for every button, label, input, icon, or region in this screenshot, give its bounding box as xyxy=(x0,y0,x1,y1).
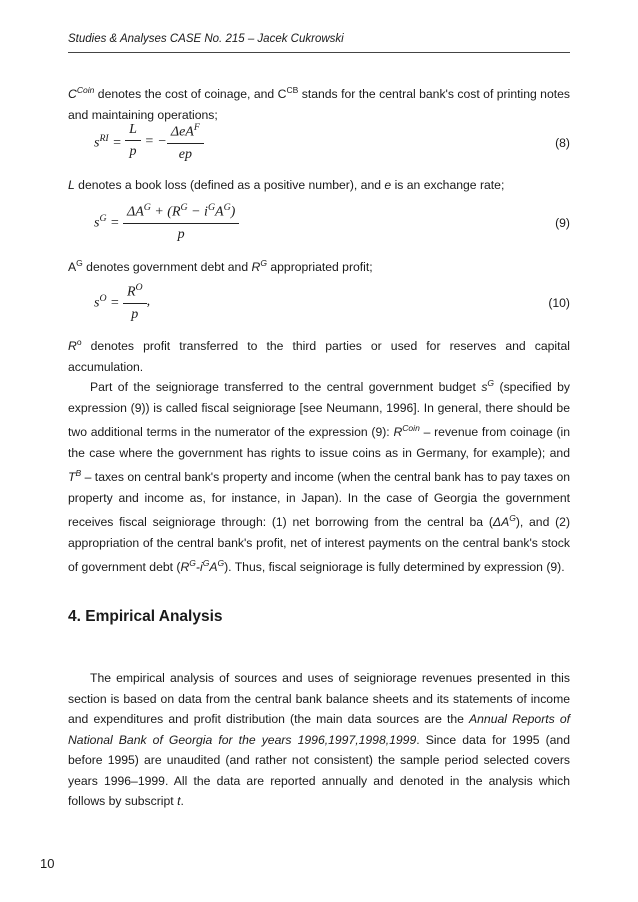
paragraph-profit-transferred: $R^o$ denotes profit transferred to the third parties or used for reserves and capital accumulation. xyxy=(68,337,570,374)
header-rule xyxy=(68,52,570,53)
equation-10: $s^O$ = $\frac{R^O}{p}$ , (10) xyxy=(68,278,570,326)
section-heading: 4. Empirical Analysis xyxy=(68,608,223,625)
paragraph-government-debt: $A^G$ denotes government debt and $R^G$ appropriated profit; xyxy=(68,258,373,275)
paragraph-coinage: $C^{Coin}$ denotes the cost of coinage, and $C^{CB}$ stands for the central bank's cost of printing notes and maintaining operations; xyxy=(68,85,570,122)
page-number: 10 xyxy=(40,856,55,871)
equation-9: $s^G$ = $\frac{\Delta A^G + (R^G - i^GA^G)}{p}$ (9) xyxy=(68,198,570,246)
paragraph-fiscal-seigniorage: Part of the seigniorage transferred to the central government budget $s^G$ (specified by expression (9)) is called fiscal seigniorage [see Neumann, 1996]. In general, there should be two additional terms in the numerator of the expression (9): $R^{Coin}$ – revenue from coinage (in the case where the government has rights to issue coins as in Germany, for example); and $T^B$ – taxes on central bank's property and income (when the central bank has to pay taxes on property and income as, for instance, in Japan). In the case of Georgia the government receives fiscal seigniorage through: (1) net borrowing from the central ba $(\Delta A^G)$, and (2) appropriation of the central bank's profit, net of interest payments on the central bank's stock of government debt $(R^G-i^GA^G)$. Thus, fiscal seigniorage is fully determined by expression (9). xyxy=(68,378,571,575)
paragraph-book-loss: L denotes a book loss (defined as a positive number), and e is an exchange rate; xyxy=(68,178,505,192)
equation-8: $s^{RI}$ = $\frac{L}{p}$ = − $\frac{\Delta eA^F}{ep}$ (8) xyxy=(68,118,570,164)
paragraph-empirical-analysis: The empirical analysis of sources and uses of seigniorage revenues presented in this section is based on data from the central bank balance sheets and its statements of income and expenditures and profit distribution (the main data sources are the Annual Reports of National Bank of Georgia for the years 1996,1997,1998,1999. Since data for 1995 (and before 1995) are unaudited (and rather not consistent) the sample period selected covers years 1996–1999. All the data are reported annually and denoted in the analysis which follows by subscript t. xyxy=(68,671,571,808)
equation-number-10: (10) xyxy=(548,296,570,310)
equation-number-8: (8) xyxy=(555,136,570,150)
running-header: Studies & Analyses CASE No. 215 – Jacek Cukrowski xyxy=(68,33,344,45)
equation-number-9: (9) xyxy=(555,216,570,230)
